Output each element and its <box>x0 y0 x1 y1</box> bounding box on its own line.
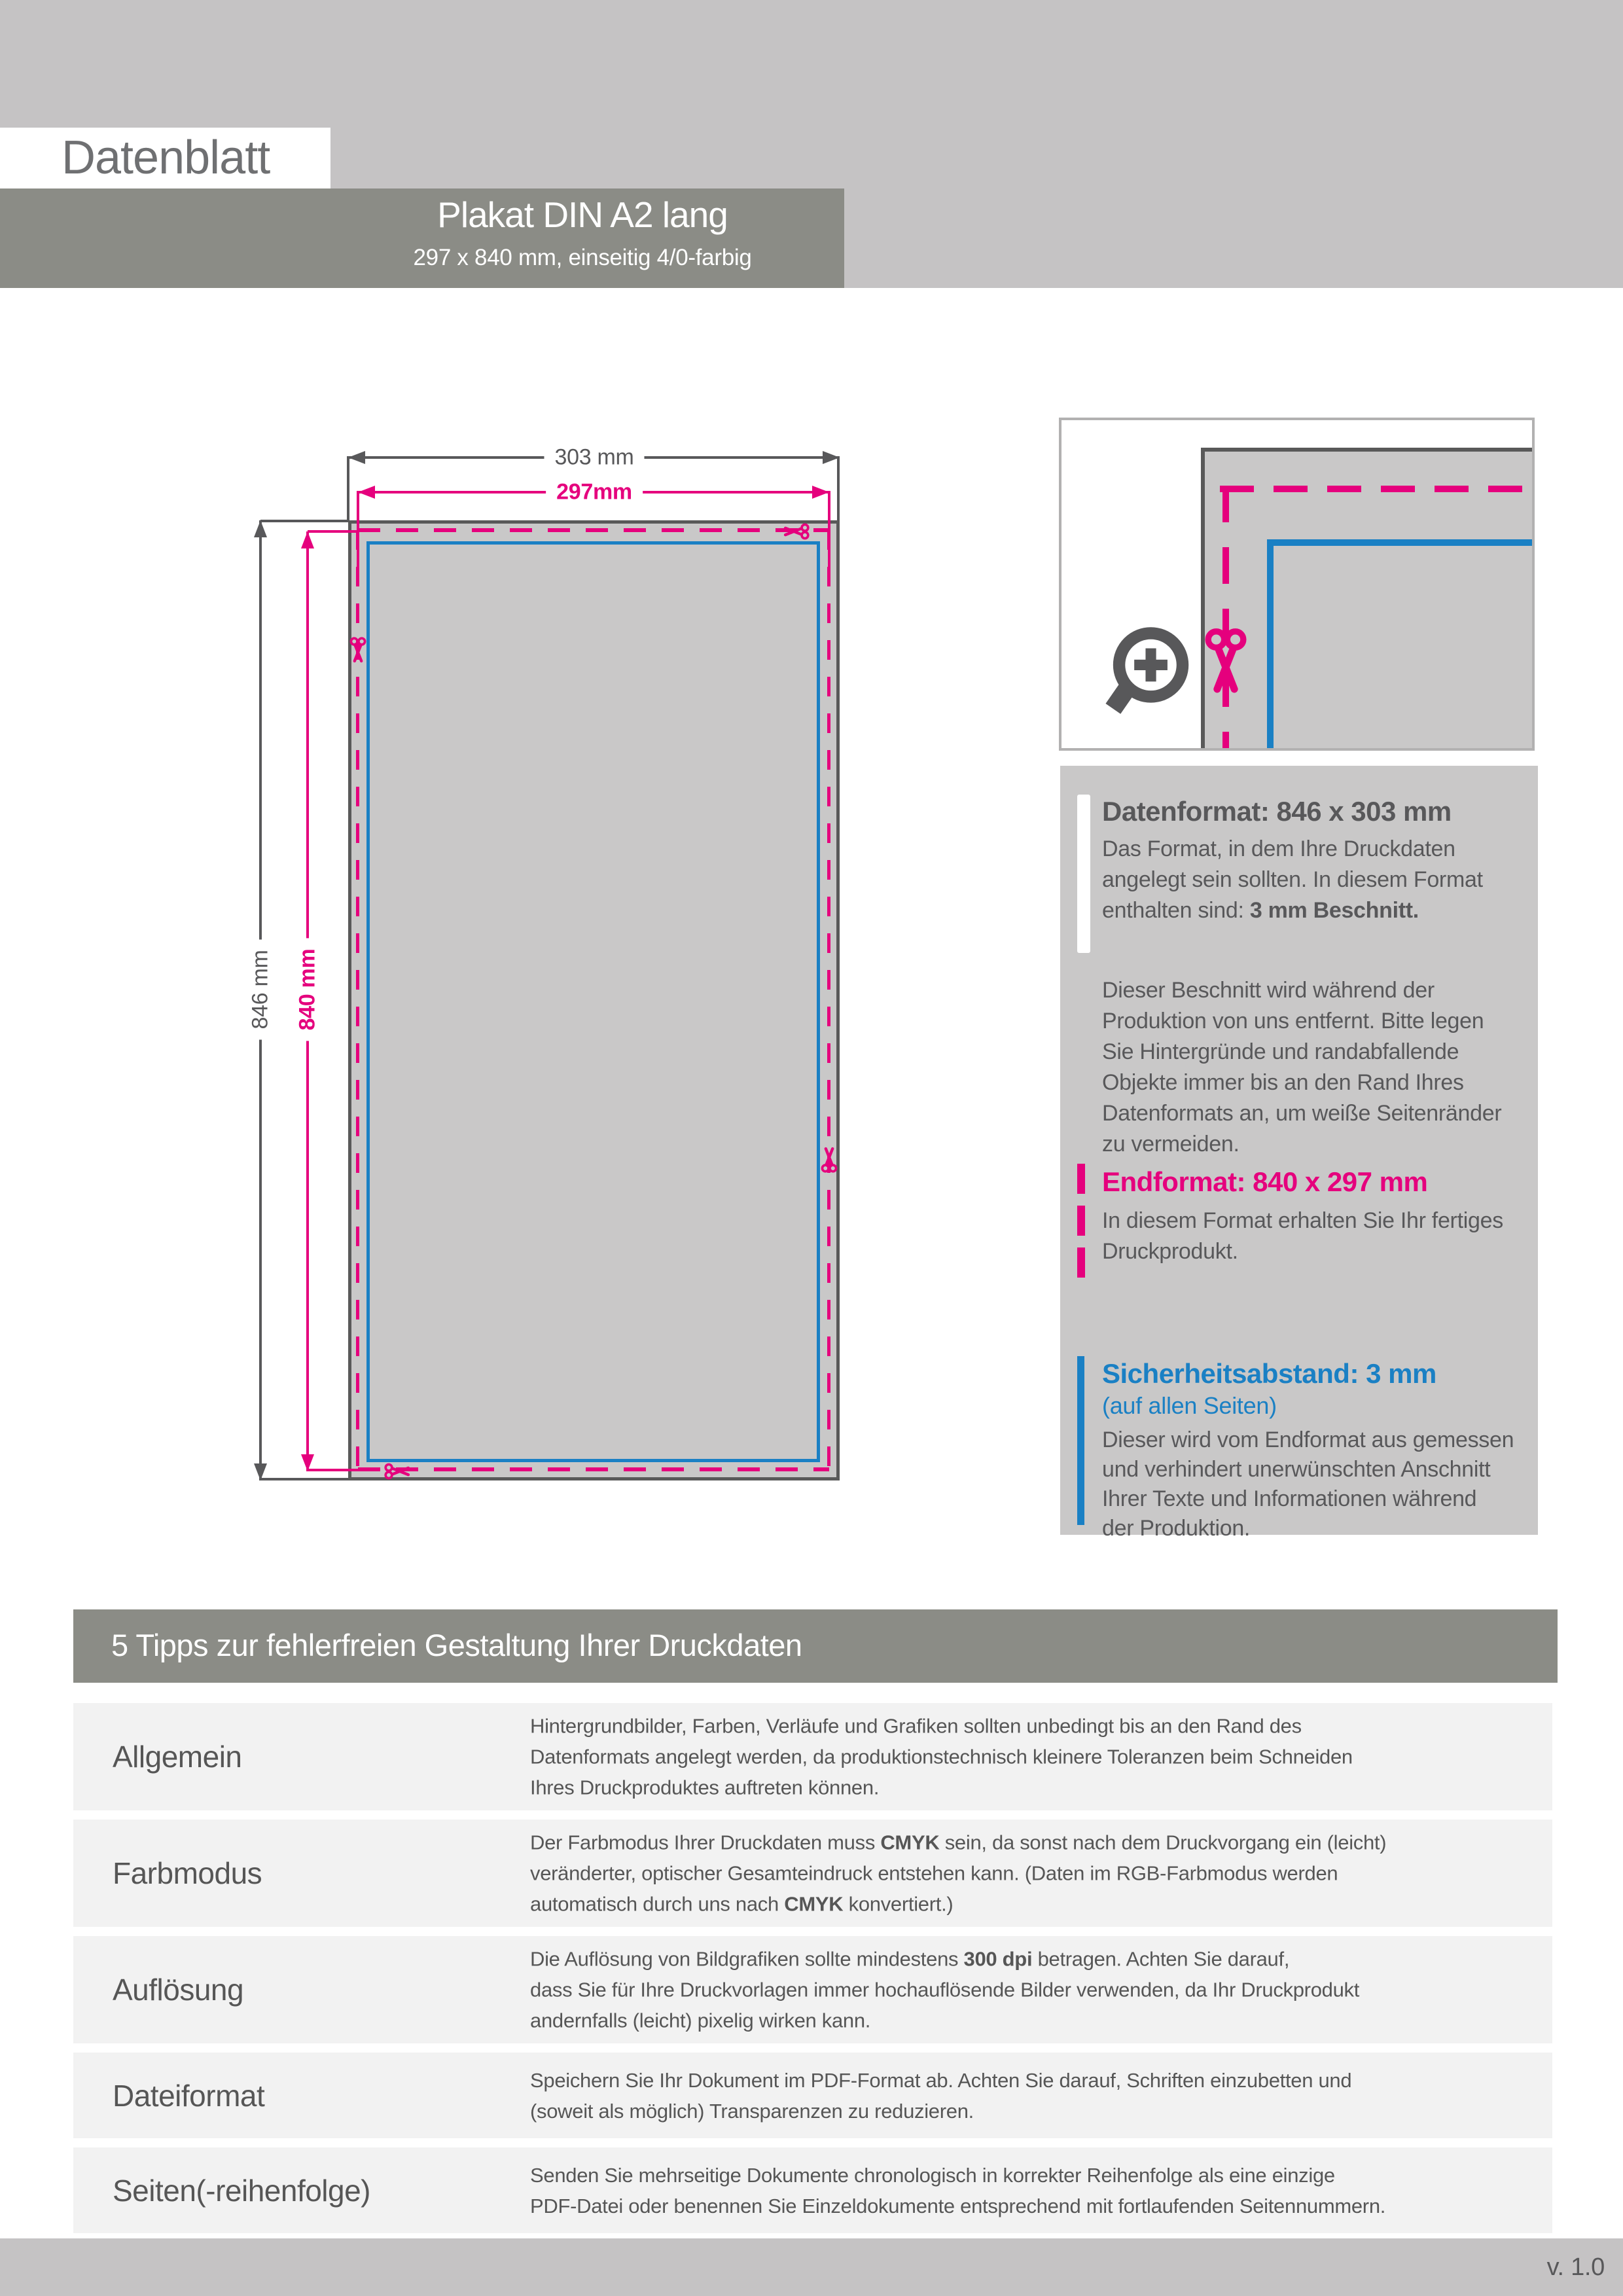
datenformat-text: Das Format, in dem Ihre Druckdaten angelegt sein sollten. In diesem Format enthalten sind: 3 mm Beschnitt. <box>1102 836 1483 923</box>
tip-row-label: Dateiformat <box>113 2078 265 2113</box>
endformat-title: Endformat: 840 x 297 mm <box>1102 1166 1428 1197</box>
sicherheitsabstand-title: Sicherheitsabstand: 3 mm <box>1102 1358 1436 1389</box>
endformat-text: In diesem Format erhalten Sie Ihr fertiges Druckprodukt. <box>1102 1208 1503 1264</box>
product-title-block <box>321 188 844 288</box>
tips-heading: 5 Tipps zur fehlerfreien Gestaltung Ihrer Druckdaten <box>73 1609 1558 1683</box>
tip-row <box>73 2053 1552 2138</box>
tip-row-label: Auflösung <box>113 1973 244 2007</box>
dim-303-arrow-left <box>348 451 365 464</box>
tip-row-text: Speichern Sie Ihr Dokument im PDF-Format ab. Achten Sie darauf, Schriften einzubetten und (soweit als möglich) Transparenzen zu reduzieren. <box>530 2068 1352 2123</box>
zoom-in-icon <box>1104 621 1202 719</box>
scissors-icon <box>1203 612 1249 717</box>
tip-row <box>73 2147 1552 2233</box>
tips-rows <box>73 1703 1558 2233</box>
datenformat-title: Datenformat: 846 x 303 mm <box>1102 796 1452 827</box>
dim-840-conn-top <box>308 530 358 533</box>
scissors-icon <box>348 636 368 666</box>
dim-840-conn-bottom <box>308 1469 358 1471</box>
format-info-panel <box>1060 766 1538 1541</box>
sicherheitsabstand-text: Dieser wird vom Endformat aus gemessen und verhindert unerwünschten Anschnitt Ihrer Texte und Informationen während der Produktion. <box>1102 1427 1514 1541</box>
tip-row-text: Die Auflösung von Bildgrafiken sollte mindestens 300 dpi betragen. Achten Sie darauf, dass Sie für Ihre Druckvorlagen immer hochauflösende Bilder verwenden, da Ihr Druckprodukt andernfalls (leicht) pixelig wirken kann. <box>530 1947 1360 2032</box>
product-title: Plakat DIN A2 lang <box>437 194 728 235</box>
dim-846-conn-bottom <box>260 1478 348 1480</box>
tip-row <box>73 1820 1552 1927</box>
dim-846-arrow-top <box>254 520 267 537</box>
dim-297-arrow-left <box>358 486 375 499</box>
sheet-label: Datenblatt <box>0 128 330 188</box>
scissors-icon <box>780 522 810 541</box>
tip-row-label: Allgemein <box>113 1740 242 1774</box>
sicherheitsabstand-rect <box>366 541 820 1462</box>
tip-row <box>73 1936 1552 2043</box>
tip-row-text: Hintergrundbilder, Farben, Verläufe und Grafiken sollten unbedingt bis an den Rand des Datenformats angelegt werden, da produktionstechnisch kleinere Toleranzen beim Schneiden Ihres Druckproduktes auftreten können. <box>530 1714 1353 1799</box>
tip-row-text: Senden Sie mehrseitige Dokumente chronologisch in korrekter Reihenfolge als eine einzige PDF-Datei oder benennen Sie Einzeldokumente entsprechend mit fortlaufenden Seitennummern. <box>530 2163 1386 2217</box>
dim-297-arrow-right <box>812 486 829 499</box>
detail-safety-line-v <box>1267 539 1274 748</box>
dim-840-label: 840 mm <box>295 939 321 1041</box>
endformat-dashed-right <box>827 530 830 1471</box>
tip-row-text: Der Farbmodus Ihrer Druckdaten muss CMYK sein, da sonst nach dem Druckvorgang ein (leicht) veränderter, optischer Gesamteindruck entstehen kann. (Daten im RGB-Farbmodus werden automatisch durch uns nach CMYK konvertiert.) <box>530 1831 1387 1916</box>
sicherheitsabstand-marker <box>1077 1356 1084 1525</box>
datenformat-marker <box>1077 795 1090 953</box>
scissors-icon <box>819 1143 839 1174</box>
tip-row-label: Farbmodus <box>113 1856 262 1890</box>
product-title-bar <box>0 188 844 288</box>
detail-safety-line-h <box>1267 539 1532 546</box>
dim-840-arrow-top <box>301 531 314 548</box>
page-footer <box>0 2238 1623 2296</box>
detail-bleed-line-h <box>1220 486 1532 492</box>
endformat-dashed-top <box>358 528 829 532</box>
dim-303-label: 303 mm <box>544 445 644 471</box>
endformat-marker <box>1077 1164 1085 1284</box>
dim-303-ext-right <box>837 456 840 520</box>
dim-303-ext-left <box>347 456 349 520</box>
endformat-dashed-left <box>356 530 359 1471</box>
scissors-icon <box>383 1462 414 1481</box>
tip-row <box>73 1703 1552 1810</box>
dim-297-label: 297mm <box>546 480 643 505</box>
tip-row-label: Seiten(-reihenfolge) <box>113 2173 371 2208</box>
product-subtitle: 297 x 840 mm, einseitig 4/0-farbig <box>413 245 752 270</box>
beschnitt-note-text: Dieser Beschnitt wird während der Produktion von uns entfernt. Bitte legen Sie Hintergründe und randabfallende Objekte immer bis an den Rand Ihres Datenformats an, um weiße Seitenränder zu vermeiden. <box>1102 978 1502 1157</box>
dim-846-label: 846 mm <box>248 939 274 1039</box>
corner-detail-drawing <box>1201 448 1532 748</box>
version-label: v. 1.0 <box>1546 2253 1605 2281</box>
endformat-dashed-bottom <box>358 1467 829 1471</box>
sicherheitsabstand-subtitle: (auf allen Seiten) <box>1102 1392 1277 1419</box>
dim-846-conn-top <box>260 520 348 522</box>
dim-297-ext-right <box>828 491 830 569</box>
tips-section <box>73 1609 1558 2242</box>
